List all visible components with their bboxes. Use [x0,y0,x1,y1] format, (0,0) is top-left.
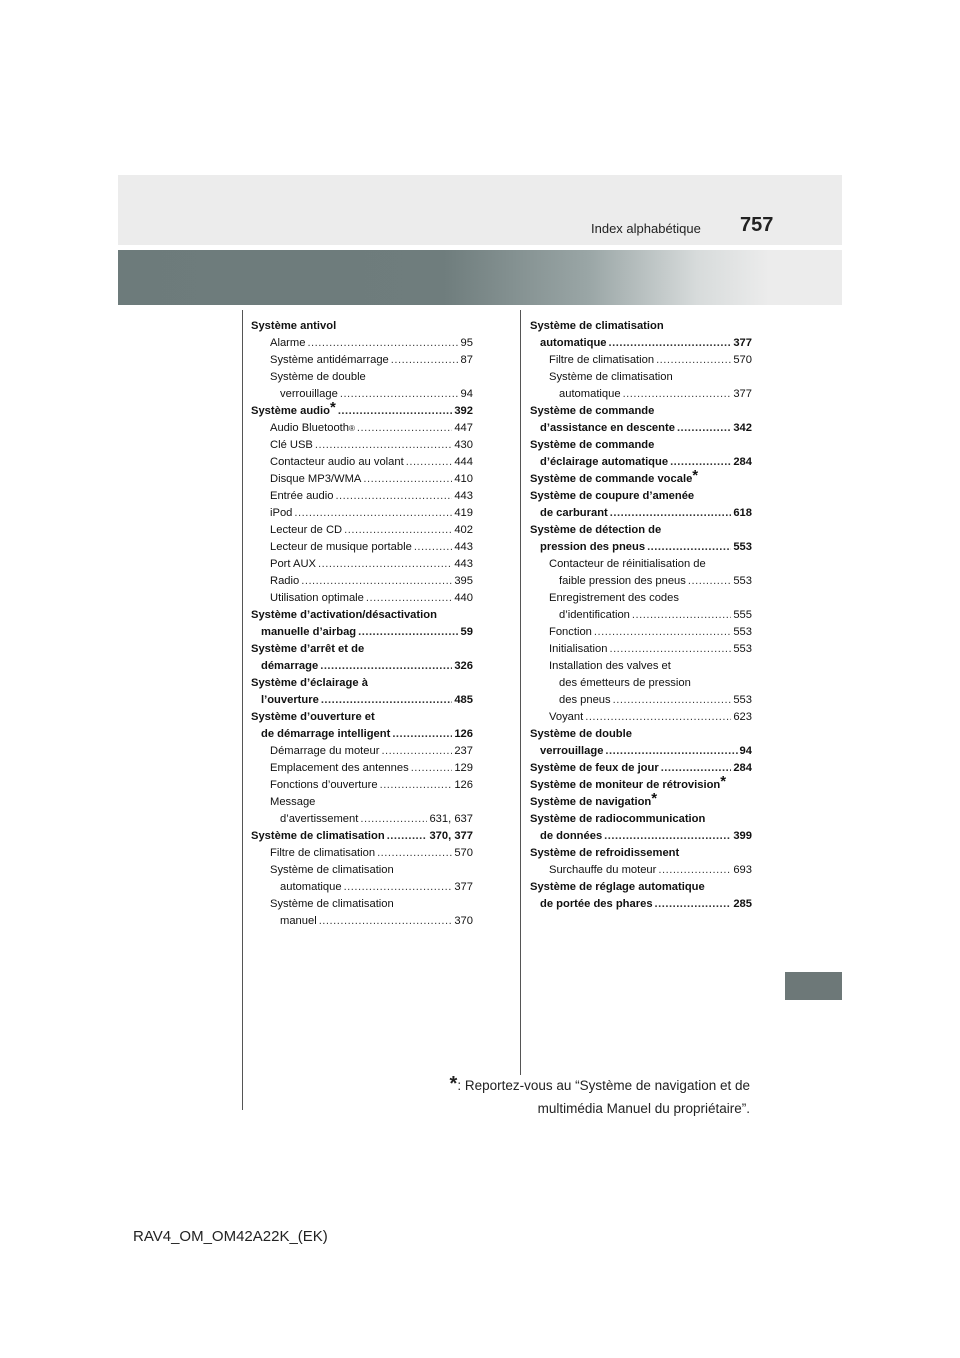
index-entry [251,590,473,607]
dot-leader [414,539,453,556]
index-term: de données [540,830,603,842]
index-term: Installation des valves et [549,660,671,672]
page-reference: 129 [454,762,473,774]
index-entry [530,386,752,403]
index-term: Système d’ouverture et [251,711,375,723]
index-term: Système d’activation/désactivation [251,609,437,621]
index-term: des pneus [559,694,611,706]
dot-leader [335,488,452,505]
index-term: iPod [270,507,293,519]
dot-leader [609,335,732,352]
page-reference: 399 [733,830,752,842]
index-term: verrouillage [280,388,338,400]
dot-leader [381,743,452,760]
index-term: automatique [559,388,621,400]
page-reference: 94 [460,388,473,400]
index-entry [530,811,752,828]
page-reference: 377 [733,388,752,400]
dot-leader [320,658,452,675]
page-reference: 402 [454,524,473,536]
index-term: verrouillage [540,745,604,757]
dot-leader [357,420,452,437]
index-term: manuelle d’airbag [261,626,357,638]
index-entry [530,862,752,879]
index-term: Emplacement des antennes [270,762,409,774]
index-entry [251,658,473,675]
dot-leader [340,386,459,403]
index-term: Système de double [530,728,632,740]
index-entry [251,709,473,726]
dot-leader [613,692,732,709]
page-reference: 447 [454,422,473,434]
index-entry [251,488,473,505]
index-term: de démarrage intelligent [261,728,391,740]
dot-leader [294,505,452,522]
page-reference: 395 [454,575,473,587]
index-entry [530,790,752,811]
index-term: Contacteur de réinitialisation de [549,558,706,570]
page-reference: 570 [454,847,473,859]
page-reference: 555 [733,609,752,621]
index-term: Clé USB [270,439,313,451]
index-entry [251,624,473,641]
index-term: automatique [540,337,607,349]
page-reference: 623 [733,711,752,723]
dot-leader [360,811,427,828]
dot-leader [344,522,452,539]
page-reference: 370 [454,915,473,927]
index-entry [530,760,752,777]
dot-leader [623,386,732,403]
index-entry [251,879,473,896]
footnote-line-2: multimédia Manuel du propriétaire”. [537,1101,750,1116]
index-entry [251,505,473,522]
footnote-asterisk: * [449,1073,458,1095]
index-term: Audio Bluetooth [270,422,349,434]
index-entry [530,828,752,845]
index-entry [530,539,752,556]
index-entry [251,862,473,879]
index-term: de carburant [540,507,608,519]
index-term: Message [270,796,316,808]
dot-leader [647,539,731,556]
dot-leader [377,845,452,862]
index-entry [251,675,473,692]
index-term: l’ouverture [261,694,319,706]
index-entry [530,352,752,369]
index-term: Radio [270,575,300,587]
dot-leader [411,760,453,777]
index-entry [530,607,752,624]
index-entry [530,896,752,913]
page-reference: 693 [733,864,752,876]
page-reference: 370, 377 [429,830,473,842]
dot-leader [319,913,453,930]
index-term: de portée des phares [540,898,653,910]
index-entry [530,467,752,488]
column-divider [520,310,521,1075]
dot-leader [688,573,731,590]
page-reference: 94 [739,745,752,757]
dot-leader [301,573,452,590]
index-term: Utilisation optimale [270,592,364,604]
index-entry [530,420,752,437]
index-entry [530,505,752,522]
dot-leader [585,709,731,726]
dot-leader [609,641,731,658]
dot-leader [632,607,731,624]
dot-leader [605,743,737,760]
index-term: Système de commande vocale [530,473,693,485]
page-reference: 342 [733,422,752,434]
index-entry [530,403,752,420]
index-term: Système de commande [530,439,655,451]
index-entry [530,318,752,335]
index-term: des émetteurs de pression [559,677,691,689]
index-entry: Système audio * ..... 392 [251,403,473,420]
page-reference: 95 [460,337,473,349]
index-term: Système antidémarrage [270,354,389,366]
index-entry [251,437,473,454]
index-entry [530,709,752,726]
index-entry [251,454,473,471]
page-reference: 126 [454,728,473,740]
dot-leader [677,420,731,437]
dot-leader [358,624,458,641]
index-entry [530,845,752,862]
page-reference: 485 [454,694,473,706]
index-term: Système d’arrêt et de [251,643,365,655]
index-term: Filtre de climatisation [549,354,655,366]
index-term: Système de moniteur de rétrovision [530,779,721,791]
index-entry [530,743,752,760]
index-entry [530,590,752,607]
index-term: Système de climatisation [549,371,673,383]
page-reference: 87 [460,354,473,366]
index-term: d’identification [559,609,630,621]
index-term: Lecteur de CD [270,524,343,536]
index-entry [251,760,473,777]
page-reference: 377 [733,337,752,349]
page-reference: 444 [454,456,473,468]
index-term: pression des pneus [540,541,646,553]
index-term: Système audio [251,405,330,417]
dot-leader [366,590,452,607]
index-entry [530,675,752,692]
index-term: Voyant [549,711,584,723]
dot-leader [656,352,731,369]
index-entry [251,828,473,845]
index-term: Système de radiocommunication [530,813,706,825]
index-term: Fonctions d’ouverture [270,779,378,791]
document-code: RAV4_OM_OM42A22K_(EK) [133,1228,328,1245]
dot-leader [321,692,453,709]
index-entry [530,692,752,709]
index-term: Système de feux de jour [530,762,659,774]
left-margin-rule [242,310,243,1110]
index-term: Enregistrement des codes [549,592,679,604]
header-band [118,175,842,245]
footnote-asterisk: * [692,467,699,484]
page-reference: 440 [454,592,473,604]
page-reference: 284 [733,762,752,774]
dot-leader [318,556,452,573]
index-term: Système de climatisation [270,898,394,910]
index-entry [530,369,752,386]
footnote-text-1: : Reportez-vous au “Système de navigation et de [457,1078,750,1093]
index-term: Démarrage du moteur [270,745,380,757]
dot-leader [392,726,452,743]
page-reference: 410 [454,473,473,485]
page-reference: 326 [454,660,473,672]
footnote [420,1074,750,1120]
index-entry [251,386,473,403]
page-reference: 284 [733,456,752,468]
index-term: Fonction [549,626,592,638]
index-entry [530,437,752,454]
index-term: Système de refroidissement [530,847,680,859]
index-term: démarrage [261,660,319,672]
index-entry [530,726,752,743]
index-term: Disque MP3/WMA [270,473,362,485]
footnote-line-1 [420,1074,750,1097]
dot-leader [655,896,732,913]
index-term: Système de commande [530,405,655,417]
index-term: Système de réglage automatique [530,881,705,893]
index-entry: Audio Bluetooth ® ..... 447 [251,420,473,437]
dot-leader [391,352,459,369]
page-reference: 570 [733,354,752,366]
index-entry [251,726,473,743]
dot-leader [658,862,731,879]
index-term: Contacteur audio au volant [270,456,404,468]
index-entry [251,539,473,556]
index-entry [530,624,752,641]
index-entry [251,641,473,658]
page-reference: 553 [733,694,752,706]
page-reference: 443 [454,490,473,502]
chapter-tab [785,972,842,1000]
index-entry [530,556,752,573]
index-term: faible pression des pneus [559,575,686,587]
index-term: Système de navigation [530,796,652,808]
index-entry [530,773,752,794]
page-reference: 631, 637 [429,813,473,825]
index-entry [251,913,473,930]
footnote-asterisk: * [651,790,658,807]
index-entry [251,335,473,352]
index-entry [251,777,473,794]
dot-leader [610,505,732,522]
dot-leader [604,828,731,845]
index-entry [530,454,752,471]
index-entry [530,335,752,352]
index-term: d’assistance en descente [540,422,675,434]
page-reference: 419 [454,507,473,519]
index-term: Système de climatisation [270,864,394,876]
index-entry [530,658,752,675]
index-entry [530,641,752,658]
index-term: Port AUX [270,558,317,570]
index-entry [530,488,752,505]
index-term: Initialisation [549,643,608,655]
index-term: Filtre de climatisation [270,847,376,859]
dot-leader [594,624,731,641]
index-entry [251,743,473,760]
header-gradient-bar [118,250,842,305]
dot-leader [344,879,453,896]
page-reference: 618 [733,507,752,519]
index-term: Système de détection de [530,524,662,536]
index-term: d’éclairage automatique [540,456,669,468]
index-entry [530,522,752,539]
index-entry [251,896,473,913]
index-term: manuel [280,915,317,927]
page-reference: 392 [454,405,473,417]
index-entry [530,573,752,590]
index-entry [251,369,473,386]
index-term: automatique [280,881,342,893]
dot-leader [380,777,453,794]
page-reference: 430 [454,439,473,451]
dot-leader [338,403,453,420]
page-reference: 553 [733,541,752,553]
index-entry [251,352,473,369]
dot-leader [387,828,428,845]
index-term: Alarme [270,337,306,349]
dot-leader [315,437,452,454]
index-entry [251,692,473,709]
index-entry [251,318,473,335]
index-entry [251,811,473,828]
page-reference: 443 [454,558,473,570]
index-entry [251,522,473,539]
index-entry [251,794,473,811]
index-term: d’avertissement [280,813,359,825]
dot-leader [363,471,452,488]
page-reference: 553 [733,575,752,587]
dot-leader [406,454,453,471]
page-reference: 553 [733,626,752,638]
index-term: Lecteur de musique portable [270,541,412,553]
index-term: Système d’éclairage à [251,677,368,689]
index-entry [251,607,473,624]
index-term: Système de climatisation [530,320,664,332]
index-entry [251,556,473,573]
section-title: Index alphabétique [591,221,701,236]
page-reference: 553 [733,643,752,655]
index-term: Système de climatisation [251,830,385,842]
index-entry [251,471,473,488]
index-column-right [530,318,752,913]
dot-leader [670,454,731,471]
page-reference: 126 [454,779,473,791]
page-reference: 59 [460,626,473,638]
index-term: Surchauffe du moteur [549,864,657,876]
index-term: Système de coupure d’amenée [530,490,695,502]
index-term: Entrée audio [270,490,334,502]
dot-leader [307,335,458,352]
page-reference: 443 [454,541,473,553]
page-reference: 237 [454,745,473,757]
page-reference: 377 [454,881,473,893]
index-entry [251,573,473,590]
index-term: Système de double [270,371,366,383]
index-entry [530,879,752,896]
page-reference: 285 [733,898,752,910]
index-entry [251,845,473,862]
page-number: 757 [740,214,774,236]
index-term: Système antivol [251,320,337,332]
footnote-asterisk: * [720,773,727,790]
index-column-left [251,318,473,930]
